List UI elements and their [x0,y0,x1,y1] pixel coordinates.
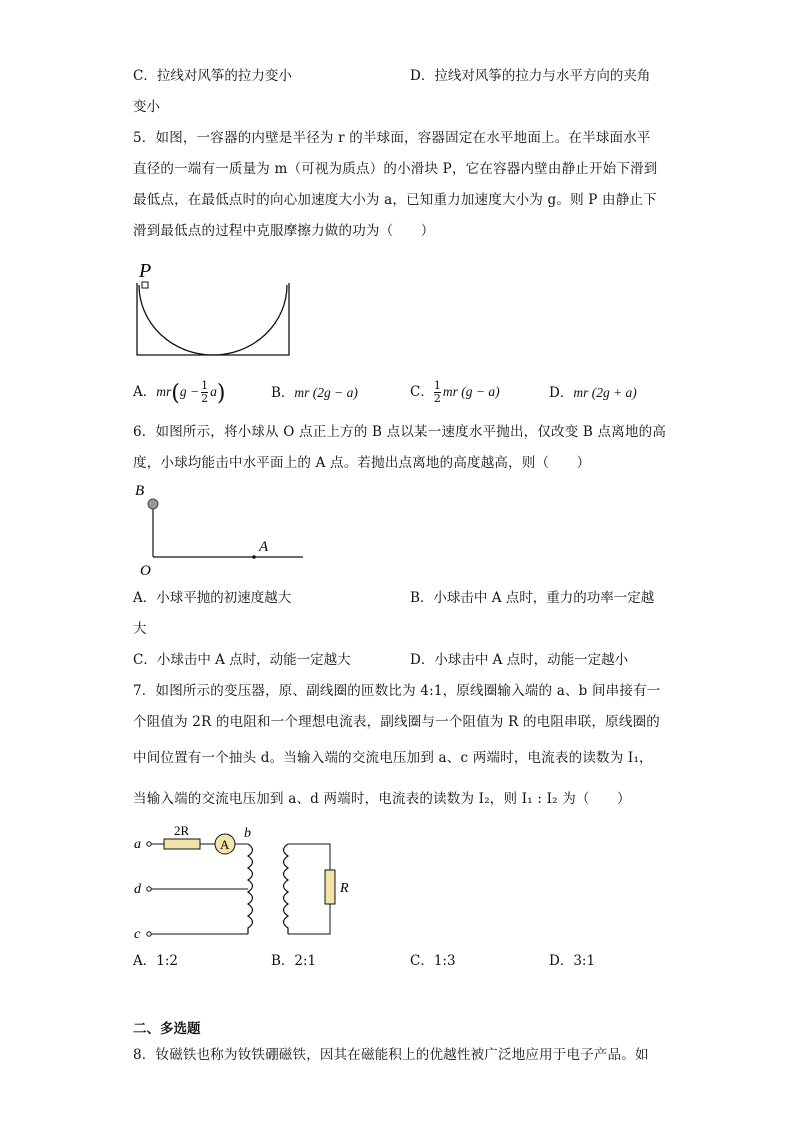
q5-option-d-prefix: D． [549,385,574,401]
q7-transformer-circuit [130,820,370,945]
q7-line-4: 当输入端的交流电压加到 a、d 两端时，电流表的读数为 I₂，则 I₁ : I₂ 为（ ） [133,791,631,807]
q4-option-d-cont: 变小 [133,99,160,115]
q7-option-b: B．2:1 [271,953,317,969]
q6-option-d: D．小球击中 A 点时，动能一定越小 [410,652,629,668]
q6-line-2: 度，小球均能击中水平面上的 A 点。若抛出点离地的高度越高，则（ ） [133,455,591,471]
q5-line-4: 滑到最低点的过程中克服摩擦力做的功为（ ） [133,223,435,239]
q4-option-d: D．拉线对风筝的拉力与水平方向的夹角 [410,68,651,84]
q7-terminal-d [147,887,151,891]
q5-option-b [271,384,358,402]
q7-ammeter-label: A [220,837,230,852]
q6-ball [148,499,158,509]
q6-line-1: 6．如图所示，将小球从 O 点正上方的 B 点以某一速度水平抛出，仅改变 B 点离地的高 [133,424,667,440]
q5-option-b-expr: mr (2g − a) [294,385,358,400]
q6-label-a: A [259,539,269,555]
q5-line-3: 最低点，在最低点时的向心加速度大小为 a，已知重力加速度大小为 g。则 P 由静止下 [133,192,657,208]
q5-option-d-expr: mr (2g + a) [573,385,637,400]
q5-option-b-prefix: B． [271,385,295,401]
q5-option-a-var: a [210,384,217,399]
q5-hemisphere-arc [139,285,287,355]
q5-option-c-frac-num: 1 [433,379,441,392]
q7-primary-coil [248,844,253,934]
q6-option-b: B．小球击中 A 点时，重力的功率一定越 [410,590,655,606]
q7-line-1: 7．如图所示的变压器，原、副线圈的匝数比为 4:1，原线圈输入端的 a、b 间串接有一 [133,683,661,699]
q7-line-3: 中间位置有一个抽头 d。当输入端的交流电压加到 a、c 两端时，电流表的读数为 I₁， [133,750,653,766]
q5-line-1: 5．如图，一容器的内壁是半径为 r 的半球面，容器固定在水平地面上。在半球面水平 [133,130,651,146]
section-title-multiple-choice: 二、多选题 [133,1021,201,1037]
q7-label-d: d [134,882,141,897]
q5-figure-label-p: P [139,260,152,282]
q7-resistor-2r [164,839,200,849]
q5-option-c-expr: mr (g − a) [442,384,500,399]
q5-option-c-prefix: C． [410,384,434,400]
q7-line-2: 个阻值为 2R 的电阻和一个理想电流表，副线圈与一个阻值为 R 的电阻串联，原线圈的 [133,714,660,730]
q6-option-c: C．小球击中 A 点时，动能一定越大 [133,652,351,668]
q5-option-d [549,384,637,402]
q5-option-a-prefix: A． [133,384,157,400]
q6-label-o: O [140,563,151,579]
q6-projectile-figure [133,478,308,580]
q6-option-a: A．小球平抛的初速度越大 [133,590,292,606]
q5-option-a-frac-num: 1 [201,379,209,392]
q6-option-b-cont: 大 [133,621,147,637]
q7-option-a: A．1:2 [133,953,178,969]
q7-secondary-coil [284,844,289,934]
q8-line-1: 8．钕磁铁也称为钕铁硼磁铁，因其在磁能积上的优越性被广泛地应用于电子产品。如 [133,1047,649,1063]
q7-label-a: a [134,837,141,852]
q7-label-c: c [134,927,141,942]
q7-terminal-a [147,842,151,846]
q5-option-a-mr: mr [156,384,172,399]
q7-option-c: C．1:3 [410,953,456,969]
q6-point-a [252,555,256,559]
q5-container-figure [130,258,300,358]
q5-option-a: A．mr(g − $\frac{1}{2}$ a) [133,379,226,406]
q6-label-b: B [135,483,145,499]
q4-option-c: C．拉线对风筝的拉力变小 [133,68,292,84]
q5-option-c [410,380,500,410]
q7-resistor-2r-label: 2R [174,823,190,838]
q7-option-d: D．3:1 [549,953,596,969]
q7-resistor-r [325,870,335,904]
q5-line-2: 直径的一端有一质量为 m（可视为质点）的小滑块 P，它在容器内壁由静止开始下滑到 [133,161,658,177]
q5-option-a-frac-den: 2 [201,392,209,405]
q7-resistor-r-label: R [340,881,349,896]
q7-label-b: b [244,826,251,841]
q5-option-a-g: g − [179,384,200,399]
q7-terminal-c [147,932,151,936]
q5-slider-block [142,282,148,288]
q5-container-walls [137,283,289,355]
q5-option-c-frac-den: 2 [433,392,441,405]
